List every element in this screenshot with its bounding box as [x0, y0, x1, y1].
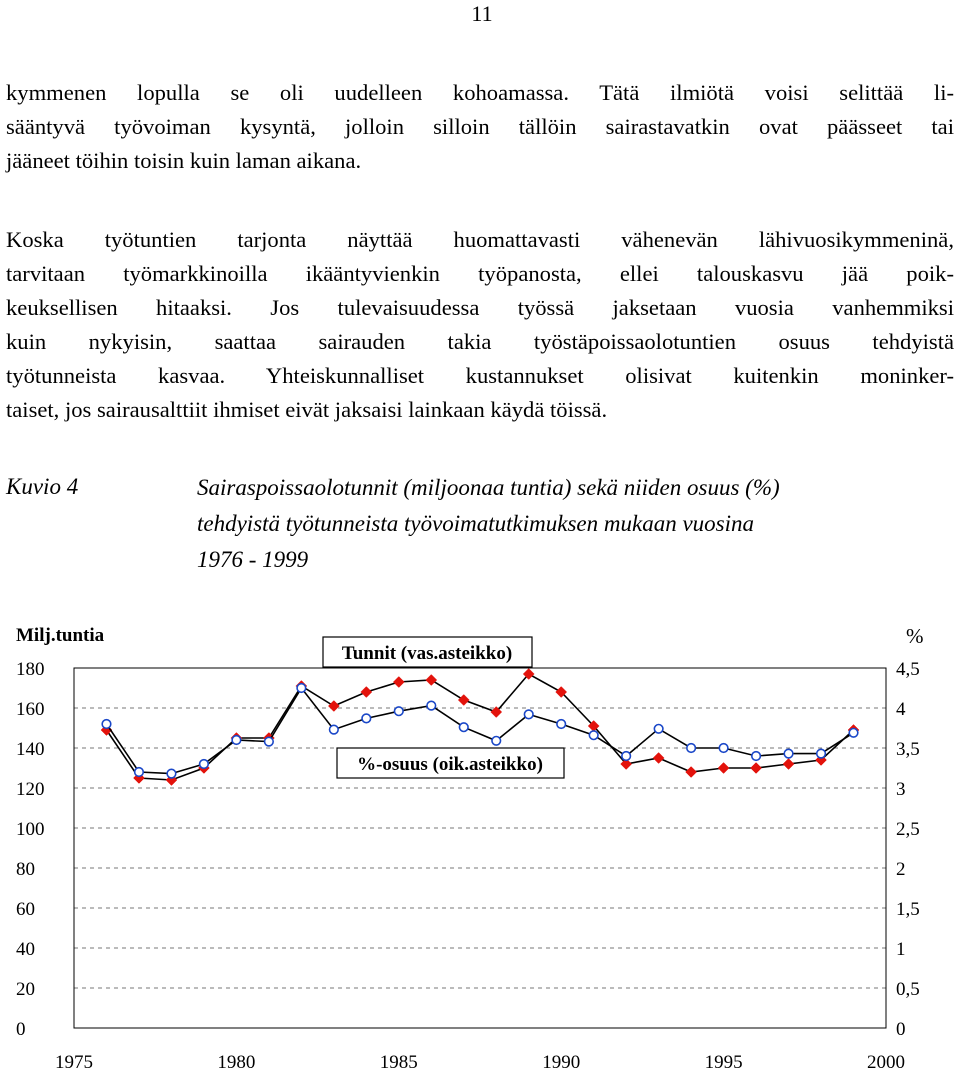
data-point [719, 744, 728, 753]
x-tick-label: 1995 [704, 1052, 743, 1073]
left-tick-label: 0 [16, 1019, 26, 1040]
caption-line: Sairaspoissaolotunnit (miljoonaa tuntia) sekä niiden osuus (%) [197, 475, 780, 500]
data-point [654, 725, 663, 734]
legend-share-label: %-osuus (oik.asteikko) [357, 754, 543, 775]
data-point [849, 729, 858, 738]
data-point [622, 752, 631, 761]
paragraph-2 [6, 223, 954, 427]
left-tick-label: 80 [16, 859, 35, 880]
right-tick-label: 1,5 [896, 899, 920, 920]
data-point [524, 710, 533, 719]
data-point [783, 759, 794, 770]
data-point [426, 675, 437, 686]
x-axis-ticks [55, 1052, 905, 1073]
x-tick-label: 1985 [379, 1052, 418, 1073]
right-axis-title: % [906, 624, 924, 648]
data-point [328, 701, 339, 712]
left-tick-label: 40 [16, 939, 35, 960]
left-tick-label: 100 [16, 819, 45, 840]
data-point [297, 684, 306, 693]
legend-hours-label: Tunnit (vas.asteikko) [341, 643, 513, 664]
data-point [687, 744, 696, 753]
data-point [784, 749, 793, 758]
paragraph-line: Koska työtuntien tarjonta näyttää huomattavasti vähenevän lähivuosikymmeninä, [6, 227, 954, 252]
data-point [653, 753, 664, 764]
x-tick-label: 2000 [867, 1052, 905, 1073]
caption-line: 1976 - 1999 [197, 547, 309, 572]
paragraph-line: kuin nykyisin, saattaa sairauden takia työstäpoissaolotuntien osuus tehdyistä [6, 329, 954, 354]
data-point [459, 723, 468, 732]
left-tick-label: 120 [16, 779, 45, 800]
right-tick-label: 1 [896, 939, 906, 960]
data-point [492, 737, 501, 746]
legend-share [337, 748, 564, 778]
data-point [361, 687, 372, 698]
data-point [102, 720, 111, 729]
data-point [135, 768, 144, 777]
left-tick-label: 20 [16, 979, 35, 1000]
page-number: 11 [471, 1, 493, 26]
data-point [330, 725, 339, 734]
data-point [718, 763, 729, 774]
paragraph-line: keuksellisen hitaaksi. Jos tulevaisuudessa työssä jaksetaan vuosia vanhemmiksi [6, 295, 954, 320]
paragraph-line: kymmenen lopulla se oli uudelleen kohoamassa. Tätä ilmiötä voisi selittää li- [6, 80, 954, 105]
paragraph-line: taiset, jos sairausalttiit ihmiset eivät jaksaisi lainkaan käydä töissä. [6, 397, 608, 422]
figure-label: Kuvio 4 [6, 474, 79, 499]
data-point [557, 720, 566, 729]
left-tick-label: 140 [16, 739, 45, 760]
sick-leave-chart [0, 610, 960, 1076]
paragraph-line: työtunneista kasvaa. Yhteiskunnalliset kustannukset olisivat kuitenkin moninker- [6, 363, 954, 388]
data-point [362, 714, 371, 723]
left-tick-label: 160 [16, 699, 45, 720]
right-tick-label: 2 [896, 859, 906, 880]
left-axis-ticks [16, 659, 45, 1040]
left-tick-label: 180 [16, 659, 45, 680]
data-point [427, 701, 436, 710]
right-tick-label: 3,5 [896, 739, 920, 760]
figure-caption [197, 470, 957, 578]
data-point [395, 707, 404, 716]
plot-frame [74, 668, 886, 1028]
data-point [751, 763, 762, 774]
right-tick-label: 0 [896, 1019, 906, 1040]
paragraph-1 [6, 76, 954, 178]
data-point [589, 731, 598, 740]
data-point [265, 737, 274, 746]
data-point [167, 769, 176, 778]
right-tick-label: 4 [896, 699, 906, 720]
left-axis-title: Milj.tuntia [16, 625, 105, 646]
right-tick-label: 3 [896, 779, 906, 800]
right-tick-label: 2,5 [896, 819, 920, 840]
data-point [232, 736, 241, 745]
data-point [817, 749, 826, 758]
legend-hours [323, 637, 532, 667]
caption-line: tehdyistä työtunneista työvoimatutkimuksen mukaan vuosina [197, 511, 754, 536]
right-axis-ticks [896, 659, 920, 1040]
right-tick-label: 0,5 [896, 979, 920, 1000]
paragraph-line: tarvitaan työmarkkinoilla ikääntyvienkin työpanosta, ellei talouskasvu jää poik- [6, 261, 954, 286]
right-tick-label: 4,5 [896, 659, 920, 680]
paragraph-line: jääneet töihin toisin kuin laman aikana. [6, 148, 362, 173]
x-tick-label: 1975 [55, 1052, 93, 1073]
data-point [686, 767, 697, 778]
paragraph-line: sääntyvä työvoiman kysyntä, jolloin silloin tällöin sairastavatkin ovat päässeet tai [6, 114, 954, 139]
data-point [393, 677, 404, 688]
data-point [200, 760, 209, 769]
data-point [458, 695, 469, 706]
left-tick-label: 60 [16, 899, 35, 920]
x-tick-label: 1990 [542, 1052, 581, 1073]
x-tick-label: 1980 [217, 1052, 256, 1073]
data-point [752, 752, 761, 761]
